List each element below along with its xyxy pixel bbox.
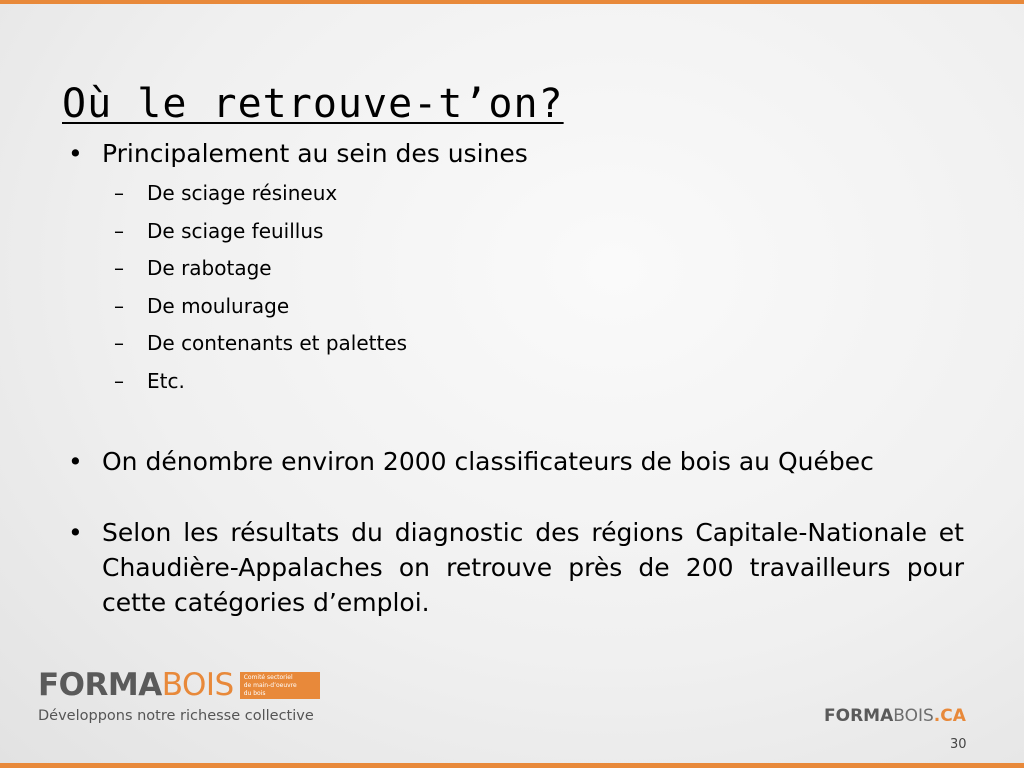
site-ca-text: .CA <box>933 706 966 726</box>
logo-badge: Comité sectoriel de main-d’oeuvre du bois <box>240 672 320 699</box>
sub-item <box>62 250 964 288</box>
sub-item <box>62 325 964 363</box>
sub-item <box>62 363 964 401</box>
site-bois-text: BOIS <box>893 706 934 726</box>
bullet-text: On dénombre environ 2000 classificateurs de bois au Québec <box>102 447 874 476</box>
sub-item-text: De contenants et palettes <box>147 331 408 355</box>
site-forma-text: FORMA <box>824 706 894 726</box>
dash-marker: – <box>114 218 124 243</box>
slide-content <box>62 136 964 620</box>
dash-marker: – <box>114 331 124 355</box>
formabois-logo <box>38 668 320 724</box>
bullet-text: Selon les résultats du diagnostic des régions Capitale-Nationale et Chaudière-Appalaches on retrouve près de 200 travailleurs pour cette catégories d’emploi. <box>102 518 964 617</box>
sub-list <box>62 175 964 400</box>
dash-marker: – <box>114 181 124 205</box>
bullet-marker: • <box>68 139 83 168</box>
top-accent-bar <box>0 0 1024 4</box>
dash-marker: – <box>114 293 124 318</box>
bullet-item <box>62 444 964 479</box>
bottom-accent-bar <box>0 763 1024 768</box>
bullet-item <box>62 136 964 171</box>
logo-forma-text: FORMA <box>38 667 162 703</box>
dash-marker: – <box>114 256 124 280</box>
sub-item-text: De sciage résineux <box>147 181 338 205</box>
sub-item <box>62 213 964 251</box>
sub-item-text: Etc. <box>147 368 185 393</box>
sub-item <box>62 288 964 326</box>
website-logo <box>824 706 966 726</box>
sub-item <box>62 175 964 213</box>
logo-wordmark <box>38 668 234 702</box>
logo-row <box>38 668 320 702</box>
bullet-item <box>62 515 964 620</box>
slide-title: Où le retrouve-t’on? <box>62 81 564 127</box>
page-number: 30 <box>950 737 967 752</box>
sub-item-text: De sciage feuillus <box>147 218 324 243</box>
logo-tagline: Développons notre richesse collective <box>38 708 314 724</box>
dash-marker: – <box>114 368 124 393</box>
bullet-marker: • <box>68 447 83 476</box>
logo-bois-text: BOIS <box>161 667 234 703</box>
sub-item-text: De rabotage <box>147 256 272 280</box>
bullet-marker: • <box>68 518 83 547</box>
bullet-text: Principalement au sein des usines <box>102 139 528 168</box>
sub-item-text: De moulurage <box>147 293 290 318</box>
